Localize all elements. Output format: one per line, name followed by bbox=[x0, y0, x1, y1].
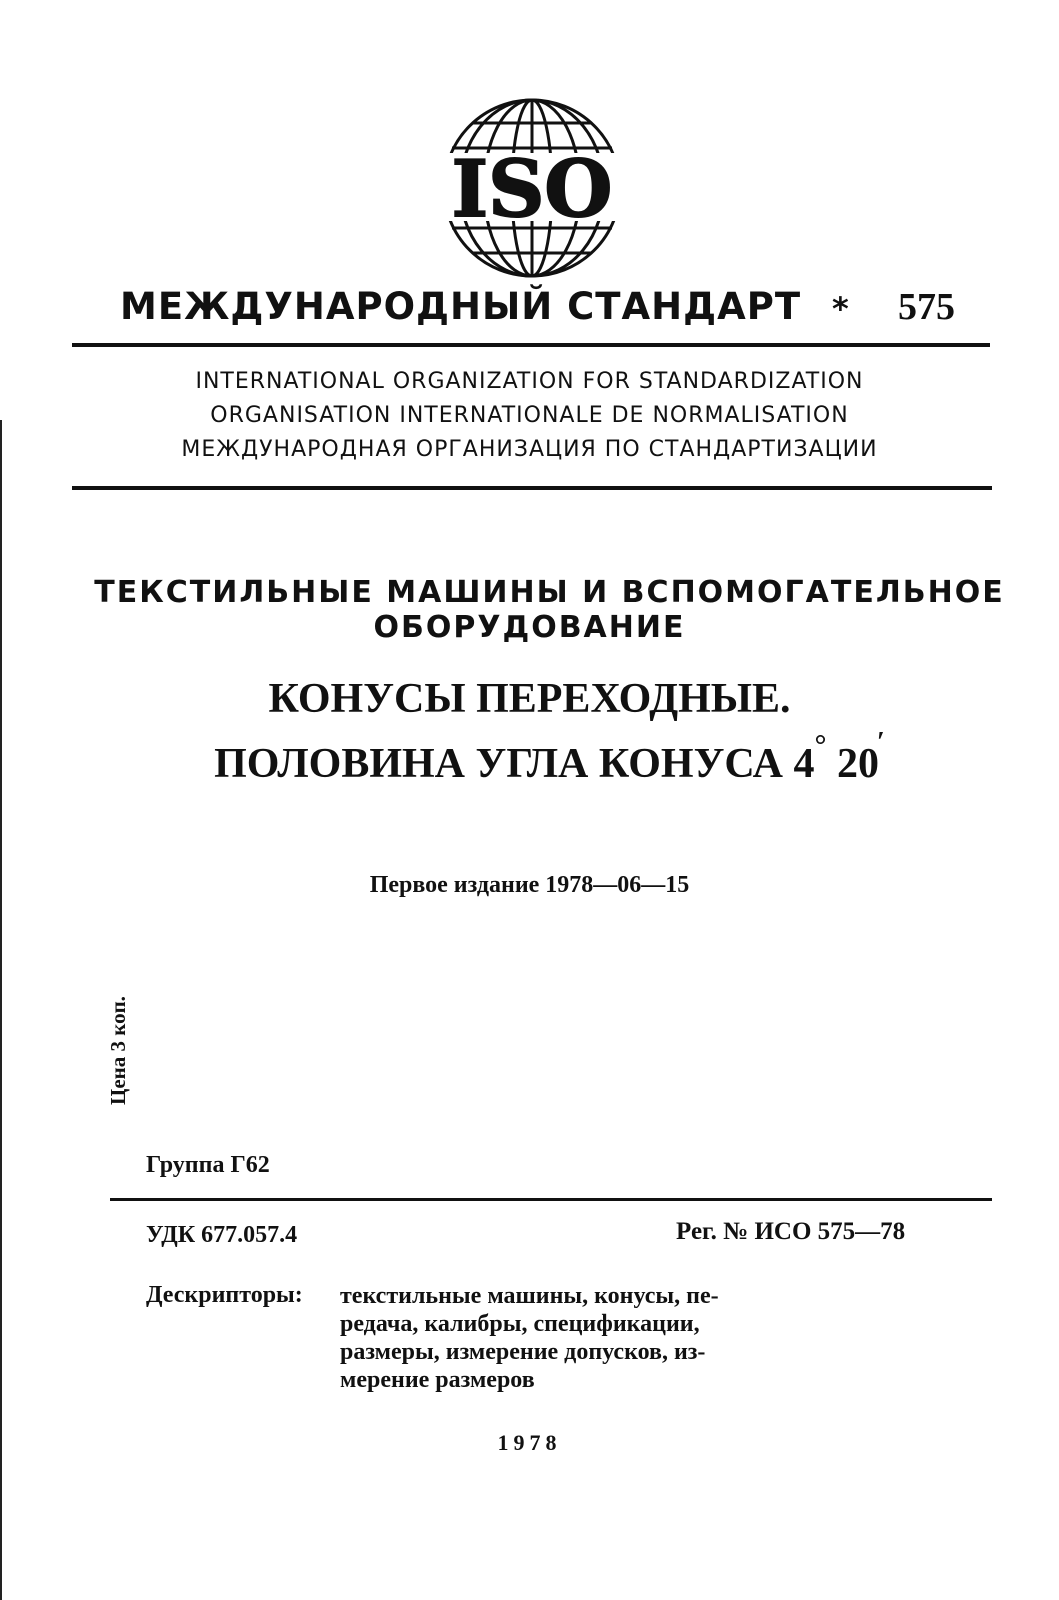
page-edge-line bbox=[0, 420, 2, 1600]
descriptor-line: мерение размеров bbox=[340, 1367, 535, 1393]
publication-year: 1978 bbox=[497, 1430, 562, 1455]
title-line2-text: ПОЛОВИНА УГЛА КОНУСА 4 bbox=[214, 741, 815, 787]
descriptor-line: размеры, измерение допусков, из- bbox=[340, 1339, 706, 1365]
document-heading-line2: ОБОРУДОВАНИЕ bbox=[373, 610, 686, 645]
price-label: Цена 3 коп. bbox=[106, 996, 130, 1105]
descriptors-label: Дескрипторы: bbox=[146, 1282, 303, 1308]
org-bottom-rule bbox=[72, 486, 992, 490]
org-name-ru: МЕЖДУНАРОДНАЯ ОРГАНИЗАЦИЯ ПО СТАНДАРТИЗАЦИИ bbox=[181, 437, 878, 462]
registration-number: Рег. № ИСО 575—78 bbox=[676, 1218, 906, 1245]
document-title-line1: КОНУСЫ ПЕРЕХОДНЫЕ. bbox=[268, 676, 791, 722]
iso-logo bbox=[437, 93, 627, 283]
prime-symbol: ′ bbox=[877, 727, 885, 758]
descriptor-line: текстильные машины, конусы, пе- bbox=[340, 1283, 719, 1309]
descriptor-line: редача, калибры, спецификации, bbox=[340, 1311, 700, 1337]
degree-symbol: ° bbox=[814, 729, 827, 762]
document-heading-line1: ТЕКСТИЛЬНЫЕ МАШИНЫ И ВСПОМОГАТЕЛЬНОЕ bbox=[94, 575, 1005, 610]
edition-date: Первое издание 1978—06—15 bbox=[369, 872, 690, 898]
group-label: Группа Г62 bbox=[146, 1152, 270, 1178]
angle-minutes: 20 bbox=[837, 741, 879, 787]
org-name-en: INTERNATIONAL ORGANIZATION FOR STANDARDIZATION bbox=[195, 369, 864, 394]
standard-title: МЕЖДУНАРОДНЫЙ СТАНДАРТ bbox=[120, 285, 802, 328]
svg-text:ISO: ISO bbox=[451, 144, 613, 235]
org-name-fr: ORGANISATION INTERNATIONALE DE NORMALISATION bbox=[210, 403, 849, 428]
standard-number: 575 bbox=[898, 286, 955, 328]
top-rule bbox=[72, 343, 990, 347]
udk-code: УДК 677.057.4 bbox=[146, 1222, 298, 1248]
descriptors-list bbox=[340, 1282, 810, 1394]
bottom-rule bbox=[110, 1198, 992, 1201]
document-title-line2 bbox=[20, 727, 1059, 788]
footnote-star: * bbox=[832, 290, 849, 328]
